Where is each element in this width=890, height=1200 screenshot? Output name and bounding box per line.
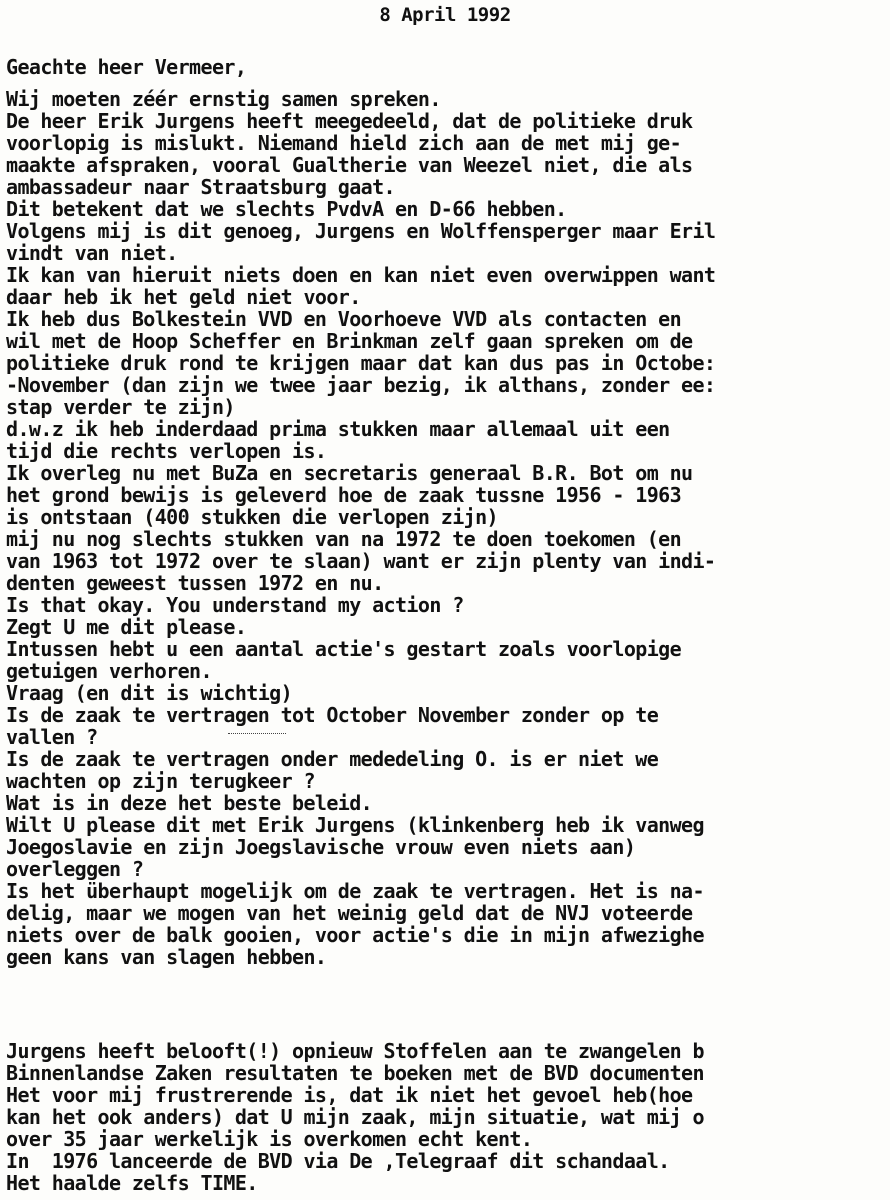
letter-line: In 1976 lanceerde de BVD via De ,Telegraaf dit schandaal. [6, 1149, 670, 1173]
letter-line: voorlopig is mislukt. Niemand hield zich aan de met mij ge- [6, 131, 682, 155]
letter-line: Wij moeten zéér ernstig samen spreken. [6, 87, 441, 111]
letter-line: maakte afspraken, vooral Gualtherie van Weezel niet, die als [6, 153, 693, 177]
letter-line: ambassadeur naar Straatsburg gaat. [6, 175, 395, 199]
letter-line: wachten op zijn terugkeer ? [6, 769, 315, 793]
letter-line: is ontstaan (400 stukken die verlopen zijn) [6, 505, 498, 529]
letter-line: geen kans van slagen hebben. [6, 945, 327, 969]
letter-line: niets over de balk gooien, voor actie's die in mijn afwezighe [6, 923, 704, 947]
letter-line: Wilt U please dit met Erik Jurgens (klinkenberg heb ik vanweg [6, 813, 704, 837]
letter-line: d.w.z ik heb inderdaad prima stukken maar allemaal uit een [6, 417, 670, 441]
letter-line: Wat is in deze het beste beleid. [6, 791, 373, 815]
letter-line: Ik kan van hieruit niets doen en kan niet even overwippen want [6, 263, 716, 287]
letter-line: kan het ook anders) dat U mijn zaak, mijn situatie, wat mij o [6, 1105, 704, 1129]
letter-line: Is het überhaupt mogelijk om de zaak te vertragen. Het is na- [6, 879, 704, 903]
letter-line: politieke druk rond te krijgen maar dat kan dus pas in Octobe: [6, 351, 716, 375]
letter-line: Binnenlandse Zaken resultaten te boeken met de BVD documenten [6, 1061, 704, 1085]
letter-closing [6, 1040, 704, 1194]
letter-line: Intussen hebt u een aantal actie's gestart zoals voorlopige [6, 637, 682, 661]
letter-line: Ik heb dus Bolkestein VVD en Voorhoeve VVD als contacten en [6, 307, 682, 331]
letter-line: over 35 jaar werkelijk is overkomen echt kent. [6, 1127, 533, 1151]
hand-underline-mark [228, 733, 286, 734]
letter-line: Het haalde zelfs TIME. [6, 1171, 258, 1195]
letter-line: overleggen ? [6, 857, 144, 881]
letter-line: -November (dan zijn we twee jaar bezig, ik althans, zonder ee: [6, 373, 716, 397]
letter-line: denten geweest tussen 1972 en nu. [6, 571, 384, 595]
letter-body [6, 88, 715, 968]
letter-line: Is de zaak te vertragen tot October November zonder op te [6, 703, 659, 727]
letter-line: Dit betekent dat we slechts PvdvA en D-66 hebben. [6, 197, 567, 221]
letter-line: Ik overleg nu met BuZa en secretaris generaal B.R. Bot om nu [6, 461, 693, 485]
letter-line: delig, maar we mogen van het weinig geld dat de NVJ voteerde [6, 901, 693, 925]
letter-line: Is that okay. You understand my action ? [6, 593, 464, 617]
letter-line: wil met de Hoop Scheffer en Brinkman zelf gaan spreken om de [6, 329, 693, 353]
letter-line: stap verder te zijn) [6, 395, 235, 419]
letter-line: mij nu nog slechts stukken van na 1972 te doen toekomen (en [6, 527, 682, 551]
letter-line: getuigen verhoren. [6, 659, 212, 683]
salutation: Geachte heer Vermeer, [6, 55, 247, 79]
letter-line: vindt van niet. [6, 241, 178, 265]
letter-line: daar heb ik het geld niet voor. [6, 285, 361, 309]
letter-line: vallen ? [6, 725, 98, 749]
letter-line: De heer Erik Jurgens heeft meegedeeld, dat de politieke druk [6, 109, 693, 133]
letter-line: Vraag (en dit is wichtig) [6, 681, 293, 705]
letter-date: 8 April 1992 [379, 4, 511, 26]
letter-line: Joegoslavie en zijn Joegslavische vrouw even niets aan) [6, 835, 636, 859]
letter-line: Jurgens heeft belooft(!) opnieuw Stoffelen aan te zwangelen b [6, 1039, 704, 1063]
letter-line: Zegt U me dit please. [6, 615, 247, 639]
letter-line: het grond bewijs is geleverd hoe de zaak tussne 1956 - 1963 [6, 483, 682, 507]
letter-line: Volgens mij is dit genoeg, Jurgens en Wolffensperger maar Eril [6, 219, 716, 243]
letter-line: Is de zaak te vertragen onder mededeling O. is er niet we [6, 747, 659, 771]
letter-line: Het voor mij frustrerende is, dat ik niet het gevoel heb(hoe [6, 1083, 693, 1107]
letter-line: tijd die rechts verlopen is. [6, 439, 327, 463]
letter-line: van 1963 tot 1972 over te slaan) want er zijn plenty van indi- [6, 549, 716, 573]
